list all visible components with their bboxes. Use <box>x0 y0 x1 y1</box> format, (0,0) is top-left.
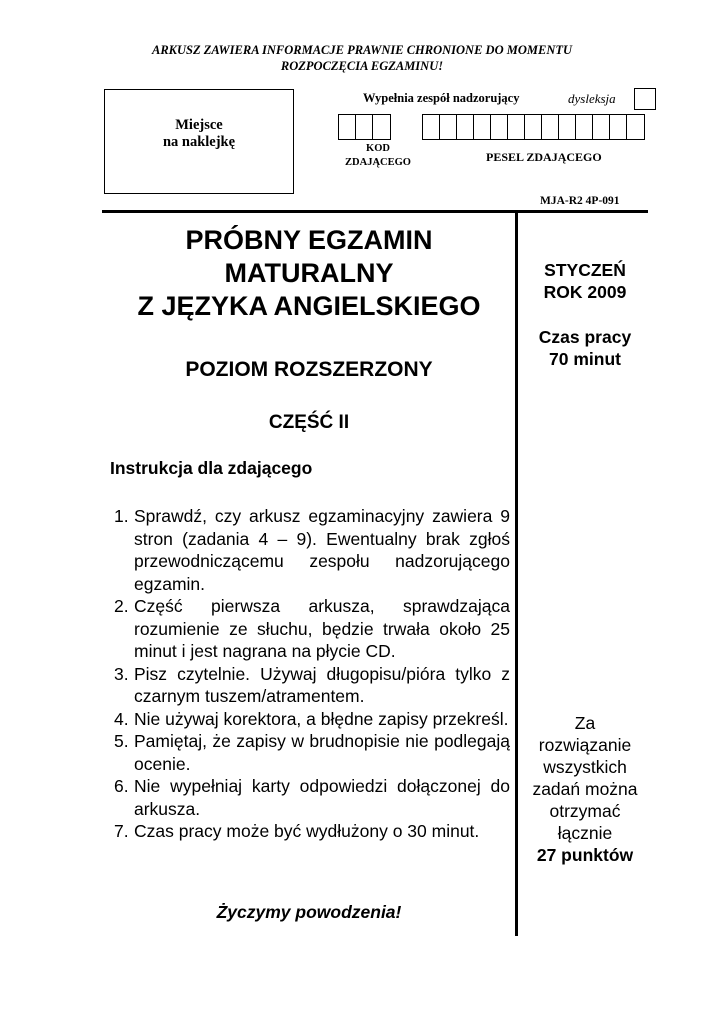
instruction-text: Pamiętaj, że zapisy w brudnopisie nie podlegają ocenie. <box>134 731 510 774</box>
pesel-cell[interactable] <box>542 115 559 139</box>
legal-notice-line-1: ARKUSZ ZAWIERA INFORMACJE PRAWNIE CHRONIONE DO MOMENTU <box>151 43 573 57</box>
pesel-cell[interactable] <box>627 115 644 139</box>
instruction-number: 6. <box>114 776 129 796</box>
horizontal-rule <box>102 210 648 213</box>
kod-cell[interactable] <box>373 115 390 139</box>
pesel-cell[interactable] <box>559 115 576 139</box>
instruction-item <box>110 820 510 843</box>
points-line: zadań można <box>532 779 638 799</box>
legal-notice <box>0 42 724 74</box>
exam-duration-value: 70 minut <box>549 349 621 369</box>
pesel-cell[interactable] <box>593 115 610 139</box>
kod-cell[interactable] <box>356 115 373 139</box>
instruction-item <box>110 708 510 731</box>
dyslexia-checkbox[interactable] <box>634 88 656 110</box>
pesel-cell[interactable] <box>508 115 525 139</box>
exam-part: CZĘŚĆ II <box>268 412 350 433</box>
points-line: otrzymać <box>549 801 621 821</box>
filled-by-label: Wypełnia zespół nadzorujący <box>363 91 520 105</box>
instruction-item <box>110 663 510 708</box>
instruction-item <box>110 730 510 775</box>
points-total <box>520 844 650 866</box>
instruction-number: 4. <box>114 708 129 729</box>
pesel-cell[interactable] <box>457 115 474 139</box>
instructions-heading: Instrukcja dla zdającego <box>110 458 313 478</box>
exam-title <box>104 224 514 323</box>
instruction-text: Sprawdź, czy arkusz egzaminacyjny zawiera 9 stron (zadania 4 – 9). Ewentualny brak zgłoś przewodniczącemu zespołu nadzorującego egzamin. <box>134 506 510 594</box>
kod-input-cells[interactable] <box>338 114 391 140</box>
instruction-text: Część pierwsza arkusza, sprawdzająca rozumienie ze słuchu, będzie trwała około 25 minut i jest nagrana na płycie CD. <box>134 596 510 661</box>
pesel-input-cells[interactable] <box>422 114 645 140</box>
sticker-label-line-1: Miejsce <box>175 117 223 133</box>
exam-date-month: STYCZEŃ <box>544 260 626 280</box>
exam-duration-label: Czas pracy <box>538 327 632 347</box>
points-total-value: 27 punktów <box>536 845 634 865</box>
instruction-number: 2. <box>114 596 129 616</box>
exam-duration <box>520 326 650 370</box>
exam-title-line-1: PRÓBNY EGZAMIN <box>185 225 433 255</box>
sticker-label-line-2: na naklejkę <box>162 134 236 150</box>
kod-label-line-2: ZDAJĄCEGO <box>345 157 411 168</box>
pesel-cell[interactable] <box>491 115 508 139</box>
instruction-text: Czas pracy może być wydłużony o 30 minut. <box>134 821 480 841</box>
exam-date-year: ROK 2009 <box>543 282 627 302</box>
instructions-list <box>110 505 510 843</box>
exam-code: MJA-R2 4P-091 <box>540 195 620 207</box>
exam-date <box>520 259 650 303</box>
pesel-cell[interactable] <box>440 115 457 139</box>
instruction-text: Nie wypełniaj karty odpowiedzi dołączonej do arkusza. <box>134 776 510 819</box>
pesel-cell[interactable] <box>474 115 491 139</box>
kod-label-line-1: KOD <box>366 143 390 154</box>
exam-title-line-2: MATURALNY <box>224 258 394 288</box>
legal-notice-line-2: ROZPOCZĘCIA EGZAMINU! <box>280 59 444 73</box>
exam-title-line-3: Z JĘZYKA ANGIELSKIEGO <box>137 291 481 321</box>
instruction-number: 5. <box>114 731 129 751</box>
points-line: Za <box>574 713 596 733</box>
instruction-number: 1. <box>114 506 129 526</box>
instruction-item <box>110 505 510 595</box>
vertical-rule <box>515 210 518 936</box>
instruction-item <box>110 595 510 663</box>
sticker-label <box>105 117 293 151</box>
kod-label <box>336 142 420 170</box>
pesel-cell[interactable] <box>576 115 593 139</box>
kod-cell[interactable] <box>339 115 356 139</box>
instruction-item <box>110 775 510 820</box>
pesel-label: PESEL ZDAJĄCEGO <box>486 150 602 164</box>
points-line: wszystkich <box>543 757 627 777</box>
instruction-text: Nie używaj korektora, a błędne zapisy przekreśl. <box>134 708 509 729</box>
good-luck-message: Życzymy powodzenia! <box>216 902 402 922</box>
pesel-cell[interactable] <box>525 115 542 139</box>
instruction-text: Pisz czytelnie. Używaj długopisu/pióra tylko z czarnym tuszem/atramentem. <box>134 663 510 706</box>
points-line: rozwiązanie <box>538 735 632 755</box>
instruction-number: 7. <box>114 821 129 841</box>
pesel-cell[interactable] <box>610 115 627 139</box>
instruction-number: 3. <box>114 663 129 684</box>
points-line: łącznie <box>557 823 613 843</box>
pesel-cell[interactable] <box>423 115 440 139</box>
dyslexia-label: dysleksja <box>568 91 616 106</box>
exam-level: POZIOM ROZSZERZONY <box>185 358 433 381</box>
sticker-area[interactable] <box>104 89 294 194</box>
exam-points <box>520 712 650 866</box>
